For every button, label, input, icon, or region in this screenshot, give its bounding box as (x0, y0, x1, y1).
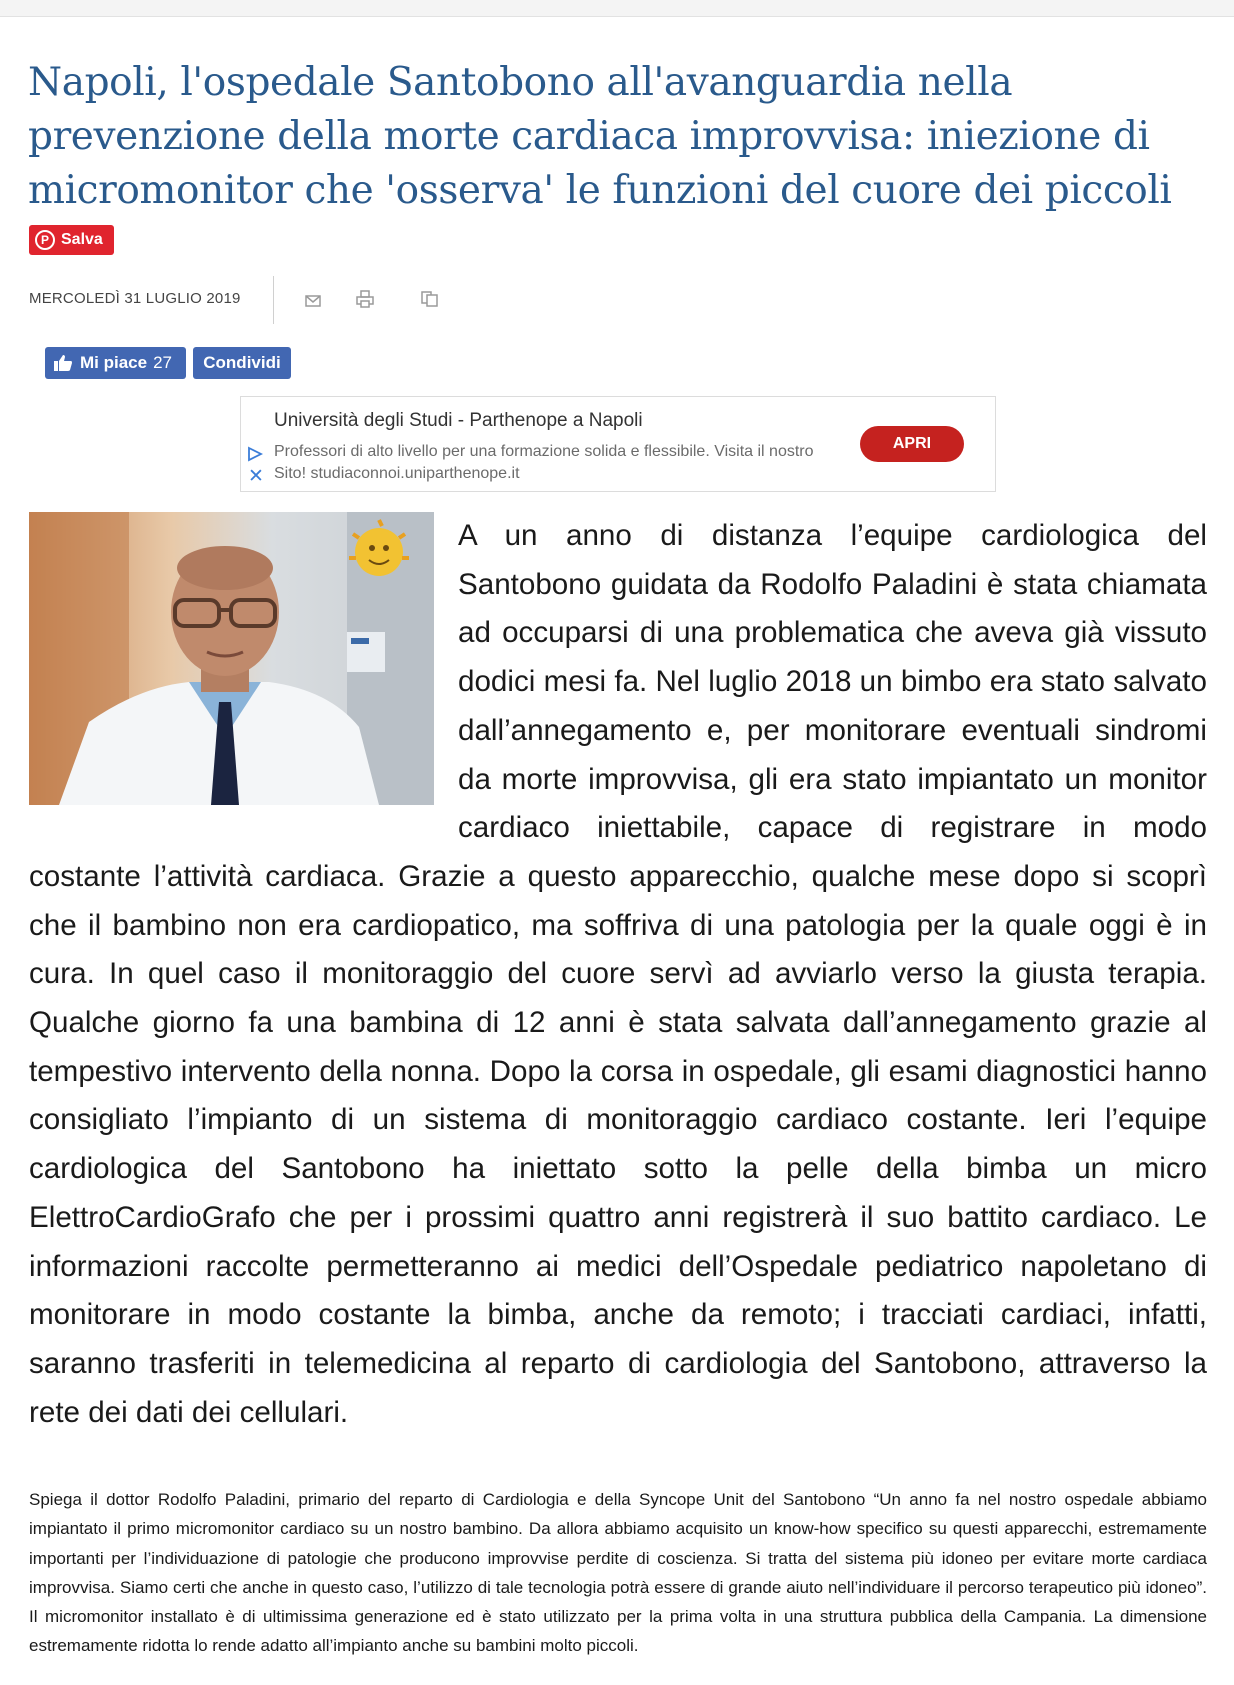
article-date: MERCOLEDÌ 31 LUGLIO 2019 (29, 290, 241, 307)
facebook-share-button[interactable]: Condividi (193, 347, 291, 379)
copy-icon[interactable] (421, 291, 437, 307)
facebook-like-count: 27 (153, 353, 173, 372)
pinterest-save-label: Salva (61, 231, 103, 248)
print-icon[interactable] (356, 290, 372, 308)
pinterest-icon: P (35, 230, 55, 250)
meta-divider (273, 276, 274, 324)
thumbs-up-icon (53, 354, 73, 372)
ad-close-icon[interactable]: ✕ (248, 466, 264, 487)
article-quote-paragraph: Spiega il dottor Rodolfo Paladini, primario del reparto di Cardiologia e della Syncope Unit del Santobono “Un anno fa nel nostro ospedale abbiamo impiantato il primo micromonitor cardiaco su un nostro bambino. Da allora abbiamo acquisito un know-how specifico su questi apparecchi, estremamente importanti per l’individuazione di patologie che producono improvvise perdite di coscienza. Si tratta del sistema più idoneo per evitare morte cardiaca improvvisa. Siamo certi che anche in questo caso, l’utilizzo di tale tecnologia potrà essere di grande aiuto nell’individuare il percorso terapeutico più idoneo”. Il micromonitor installato è di ultimissima generazione ed è stato utilizzato per la prima volta in una struttura pubblica della Campania. La dimensione estremamente ridotta lo rende adatto all’impianto anche su bambini molto piccoli. (29, 1490, 1207, 1656)
browser-top-bar (0, 0, 1234, 17)
photo-float-spacer (29, 512, 458, 812)
facebook-like-button[interactable] (45, 347, 186, 379)
article-body-text: A un anno di distanza l’equipe cardiologica del Santobono guidata da Rodolfo Paladini è stata chiamata ad occuparsi di una problematica che aveva già vissuto dodici mesi fa. Nel luglio 2018 un bimbo era stato salvato dall’annegamento e, per monitorare eventuali sindromi da morte improvvisa, gli era stato impiantato un monitor cardiaco iniettabile, capace di registrare in modo costante l’attività cardiaca. Grazie a questo apparecchio, qualche mese dopo si scoprì che il bambino non era cardiopatico, ma soffriva di una patologia per la quale oggi è in cura. In quel caso il monitoraggio del cuore servì ad avviarlo verso la giusta terapia. Qualche giorno fa una bambina di 12 anni è stata salvata dall’annegamento grazie al tempestivo intervento della nonna. Dopo la corsa in ospedale, gli esami diagnostici hanno consigliato l’impianto di un sistema di monitoraggio cardiaco costante. Ieri l’equipe cardiologica del Santobono ha iniettato sotto la pelle della bimba un micro ElettroCardioGrafo che per i prossimi quattro anni registrerà il suo battito cardiaco. Le informazioni raccolte permetteranno ai medici dell’Ospedale pediatrico napoletano di monitorare in modo costante la bimba, anche da remoto; i tracciati cardiaci, infatti, saranno trasferiti in telemedicina al reparto di cardiologia del Santobono, attraverso la rete dei dati dei cellulari. (29, 519, 1207, 1429)
mail-icon[interactable] (305, 294, 321, 306)
adchoices-icon[interactable] (247, 446, 263, 462)
facebook-like-label: Mi piace (80, 353, 148, 372)
ad-description: Professori di alto livello per una formazione solida e flessibile. Visita il nostro Sito! studiaconnoi.uniparthenope.it (274, 443, 814, 482)
pinterest-save-button[interactable] (29, 225, 114, 255)
article-meta (29, 276, 449, 324)
ad-title[interactable]: Università degli Studi - Parthenope a Napoli (274, 410, 643, 431)
article-body (29, 512, 1207, 1437)
article-headline: Napoli, l'ospedale Santobono all'avanguardia nella prevenzione della morte cardiaca improvvisa: iniezione di micromonitor che 'osserva' le funzioni del cuore dei piccoli (28, 60, 1172, 213)
ad-banner[interactable] (240, 396, 996, 492)
ad-open-button[interactable]: APRI (860, 426, 964, 462)
